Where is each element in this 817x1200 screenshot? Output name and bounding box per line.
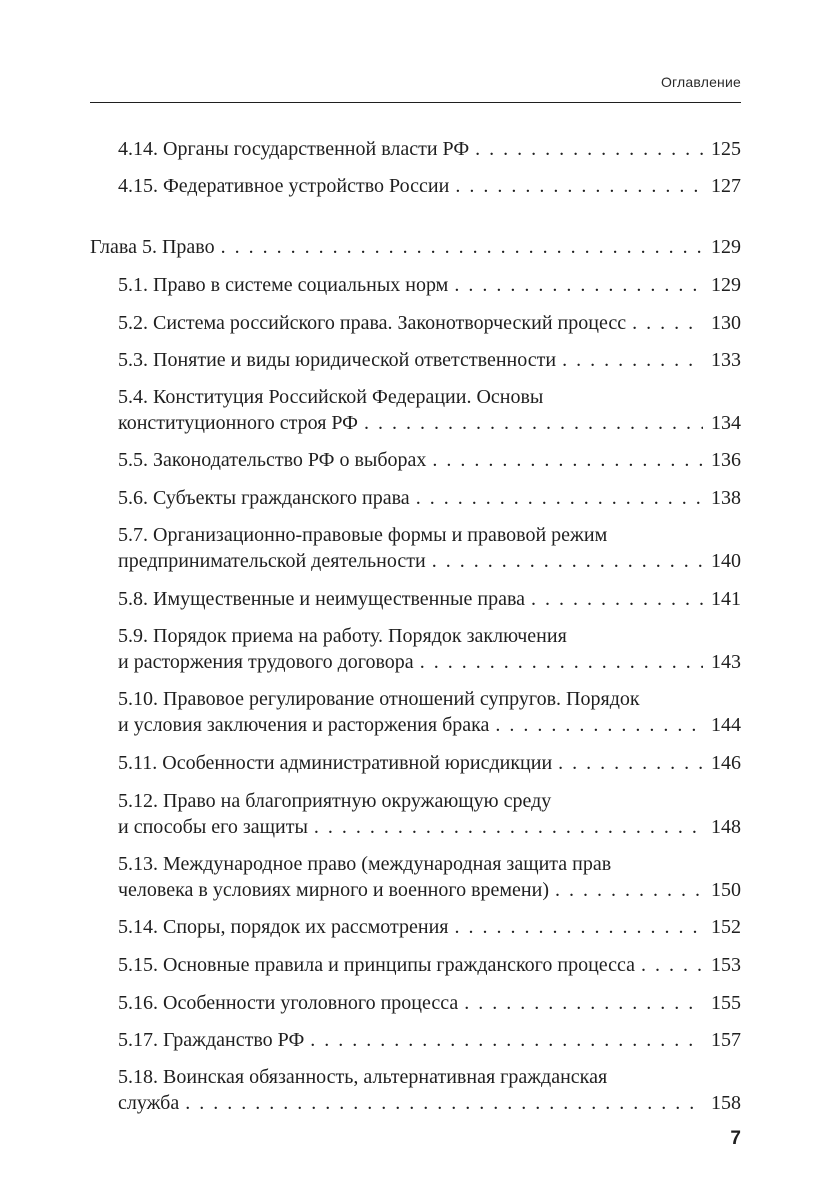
toc-entry-title: 5.1. Право в системе социальных норм — [118, 274, 449, 296]
toc-entry-leader-row — [118, 814, 741, 840]
toc-entry-page: 130 — [711, 312, 741, 334]
toc-entry[interactable] — [118, 586, 741, 612]
toc-entry-title: 5.6. Субъекты гражданского права — [118, 487, 410, 509]
page-number: 7 — [730, 1128, 741, 1149]
toc-entry-leader-row — [118, 990, 741, 1016]
toc-entry-leader-row — [118, 136, 741, 162]
dot-leader — [426, 548, 703, 574]
toc-entry-page: 127 — [711, 175, 741, 197]
toc-entry-title: человека в условиях мирного и военного времени) — [118, 879, 549, 901]
toc-entry-title-line: 5.18. Воинская обязанность, альтернативная гражданская — [118, 1066, 608, 1088]
dot-leader — [549, 877, 703, 903]
dot-leader — [635, 952, 703, 978]
toc-entry-leader-row — [118, 914, 741, 940]
toc-entry-page: 141 — [711, 588, 741, 610]
toc-entry-page: 125 — [711, 138, 741, 160]
toc-entry-leader-row — [118, 410, 741, 436]
toc-entry-title: предпринимательской деятельности — [118, 550, 426, 572]
toc-entry-title: Глава 5. Право — [90, 236, 215, 258]
dot-leader — [304, 1027, 703, 1053]
dot-leader — [552, 750, 703, 776]
toc-entry-leader-row — [118, 649, 741, 675]
toc-entry-title: 5.11. Особенности административной юрисдикции — [118, 752, 553, 774]
toc-entry[interactable] — [118, 623, 741, 675]
toc-entry-leader-row — [118, 485, 741, 511]
toc-entry-leader-row — [118, 750, 741, 776]
dot-leader — [179, 1090, 703, 1116]
dot-leader — [458, 990, 703, 1016]
toc-entry-title: конституционного строя РФ — [118, 412, 358, 434]
toc-entry-title: 5.15. Основные правила и принципы гражданского процесса — [118, 954, 636, 976]
toc-entry-page: 153 — [711, 954, 741, 976]
toc-entry-title: 5.16. Особенности уголовного процесса — [118, 992, 459, 1014]
toc-entry-leader-row — [118, 310, 741, 336]
dot-leader — [215, 234, 703, 260]
toc-entry-title: и расторжения трудового договора — [118, 651, 414, 673]
toc-entry-page: 152 — [711, 916, 741, 938]
toc-entry-title: и условия заключения и расторжения брака — [118, 714, 490, 736]
toc-entry-page: 129 — [711, 236, 741, 258]
toc-entry[interactable] — [118, 485, 741, 511]
toc-entry-title: 4.15. Федеративное устройство России — [118, 175, 450, 197]
toc-entry-page: 129 — [711, 274, 741, 296]
toc-entry-title: служба — [118, 1092, 180, 1114]
toc-entry-title: 5.14. Споры, порядок их рассмотрения — [118, 916, 449, 938]
toc-entry-page: 138 — [711, 487, 741, 509]
toc-entry[interactable] — [118, 788, 741, 840]
toc-entry[interactable] — [118, 173, 741, 199]
toc-entry-page: 136 — [711, 449, 741, 471]
toc-entry-page: 143 — [711, 651, 741, 673]
toc-entry[interactable] — [118, 1064, 741, 1116]
toc-entry[interactable] — [118, 990, 741, 1016]
toc-entry[interactable] — [118, 347, 741, 373]
toc-entry-title-line: 5.7. Организационно-правовые формы и правовой режим — [118, 524, 608, 546]
toc-entry[interactable] — [118, 851, 741, 903]
toc-entry[interactable] — [118, 750, 741, 776]
toc-entry-title-line: 5.9. Порядок приема на работу. Порядок заключения — [118, 625, 567, 647]
toc-entry[interactable] — [118, 136, 741, 162]
toc-entry-leader-row — [118, 877, 741, 903]
toc-entry-page: 148 — [711, 816, 741, 838]
toc-entry[interactable] — [118, 447, 741, 473]
dot-leader — [448, 272, 703, 298]
dot-leader — [448, 914, 703, 940]
toc-entry-title: 5.5. Законодательство РФ о выборах — [118, 449, 427, 471]
dot-leader — [556, 347, 703, 373]
dot-leader — [426, 447, 703, 473]
toc-entry-title: 4.14. Органы государственной власти РФ — [118, 138, 470, 160]
toc-entry-page: 133 — [711, 349, 741, 371]
toc-entry-page: 155 — [711, 992, 741, 1014]
dot-leader — [469, 136, 703, 162]
dot-leader — [626, 310, 703, 336]
dot-leader — [410, 485, 703, 511]
toc-entry-title: 5.8. Имущественные и неимущественные права — [118, 588, 526, 610]
toc-entry[interactable] — [118, 310, 741, 336]
toc-entry-page: 144 — [711, 714, 741, 736]
toc-entry-leader-row — [118, 173, 741, 199]
toc-entry-leader-row — [118, 447, 741, 473]
toc-entry[interactable] — [118, 384, 741, 436]
toc-entry-title-line: 5.13. Международное право (международная защита прав — [118, 853, 612, 875]
toc-entry-title-line: 5.4. Конституция Российской Федерации. Основы — [118, 386, 544, 408]
toc-entry[interactable] — [118, 914, 741, 940]
toc-chapter-entry[interactable] — [90, 234, 741, 260]
toc-entry[interactable] — [118, 952, 741, 978]
running-header — [90, 74, 741, 103]
toc-entry-title-line: 5.12. Право на благоприятную окружающую среду — [118, 790, 552, 812]
toc-entry-page: 134 — [711, 412, 741, 434]
toc-entry-page: 157 — [711, 1029, 741, 1051]
toc-entry[interactable] — [118, 686, 741, 738]
toc-entry-leader-row — [118, 1027, 741, 1053]
toc-entry-leader-row — [118, 586, 741, 612]
toc-entry-page: 150 — [711, 879, 741, 901]
toc-entry-leader-row — [118, 712, 741, 738]
toc-entry-leader-row — [118, 272, 741, 298]
toc-entry-leader-row — [118, 952, 741, 978]
toc-entry-page: 158 — [711, 1092, 741, 1114]
toc-entry-leader-row — [90, 234, 741, 260]
toc-entry-title-line: 5.10. Правовое регулирование отношений супругов. Порядок — [118, 688, 640, 710]
toc-entry-leader-row — [118, 347, 741, 373]
toc-entry-title: и способы его защиты — [118, 816, 308, 838]
header-title: Оглавление — [660, 74, 741, 90]
dot-leader — [358, 410, 703, 436]
dot-leader — [489, 712, 703, 738]
toc-entry-page: 146 — [711, 752, 741, 774]
dot-leader — [308, 814, 703, 840]
toc-entry[interactable] — [118, 272, 741, 298]
dot-leader — [525, 586, 703, 612]
dot-leader — [414, 649, 703, 675]
toc-entry-leader-row — [118, 1090, 741, 1116]
toc-entry[interactable] — [118, 1027, 741, 1053]
toc-entry-leader-row — [118, 548, 741, 574]
toc-entry-page: 140 — [711, 550, 741, 572]
toc-entry-title: 5.3. Понятие и виды юридической ответственности — [118, 349, 557, 371]
toc-entry-title: 5.17. Гражданство РФ — [118, 1029, 305, 1051]
toc-entry[interactable] — [118, 522, 741, 574]
dot-leader — [449, 173, 703, 199]
toc-entry-title: 5.2. Система российского права. Законотворческий процесс — [118, 312, 627, 334]
